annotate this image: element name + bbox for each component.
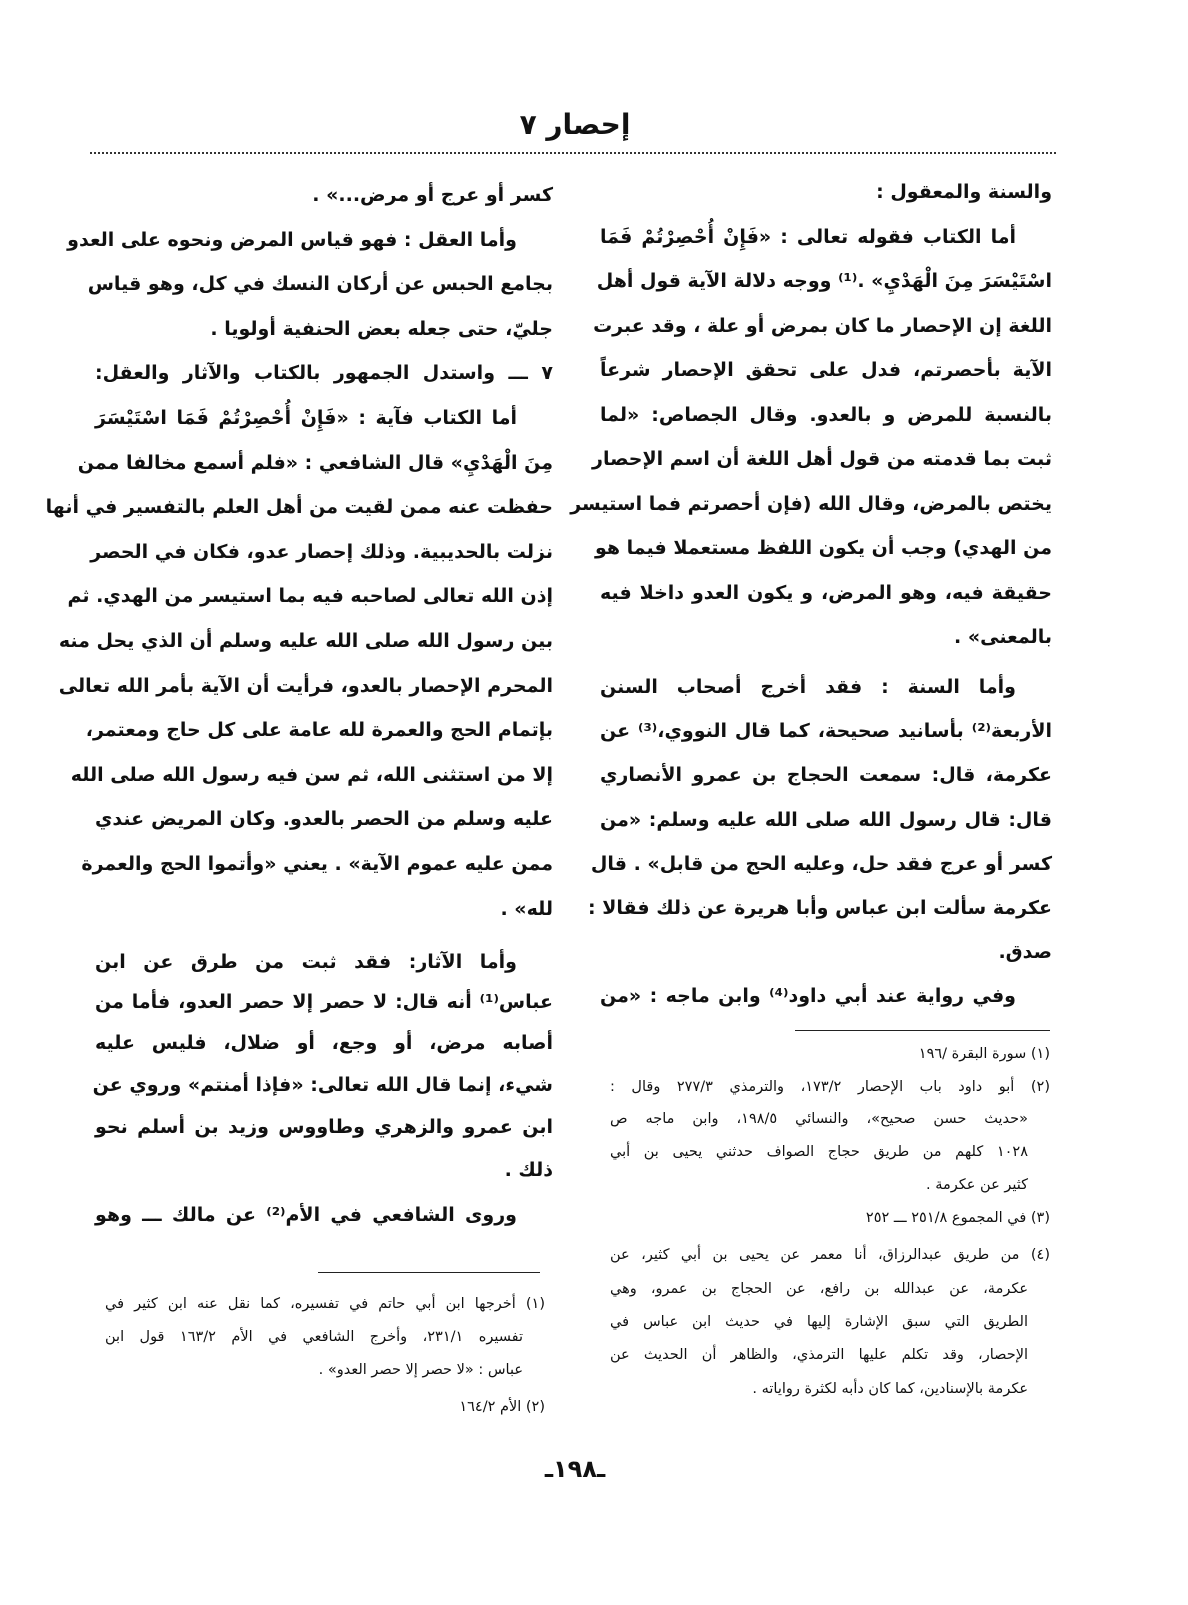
footnote-line: «حديث حسن صحيح»، والنسائي ١٩٨/٥، وابن ماجه ص [610,1111,1028,1127]
body-text-line: بالمعنى» . [954,626,1052,648]
footnote-line: عباس : «لا حصر إلا حصر العدو» . [318,1362,523,1378]
footnote-line: (١) أخرجها ابن أبي حاتم في تفسيره، كما نقل عنه ابن كثير في [105,1296,545,1312]
footnote-line: (٢) أبو داود باب الإحصار ١٧٣/٢، والترمذي ٢٧٧/٣ وقال : [610,1079,1051,1095]
footnote-line: ١٠٢٨ كلهم من طريق حجاج الصواف حدثني يحيى بن أبي [610,1144,1028,1160]
body-text-line: قال: قال رسول الله صلى الله عليه وسلم: «من [600,808,1052,831]
footnote-line: تفسيره ٢٣١/١، وأخرج الشافعي في الأم ١٦٣/٢ قول ابن [105,1329,524,1345]
page-header-title: إحصار ٧ [519,108,631,141]
body-text-line: حفظت عنه ممن لقيت من أهل العلم بالتفسير في أنها [45,496,553,519]
body-text-line: شيء، إنما قال الله تعالى: «فإذا أمنتم» وروي عن [92,1074,553,1096]
footnote-line: الطريق التي سبق الإشارة إليها في حديث ابن عباس في [610,1314,1028,1330]
body-text-line: الأربعة⁽²⁾ بأسانيد صحيحة، كما قال النووي،⁽³⁾ عن [600,720,1052,743]
body-text-line: بجامع الحبس عن أركان النسك في كل، وهو قياس [87,273,553,296]
body-text-line: كسر أو عرج أو مرض...» . [312,184,553,206]
body-text-line: أصابه مرض، أو وجع، أو ضلال، فليس عليه [95,1032,553,1054]
footnote-line: (١) سورة البقرة /١٩٦ [918,1046,1050,1062]
body-text-line: بين رسول الله صلى الله عليه وسلم أن الذي يحل منه [58,630,553,652]
footnote-line: عكرمة بالإسنادين، كما كان دأبه لكثرة رواياته . [752,1381,1028,1397]
page-number: ـ١٩٨ـ [544,1455,606,1483]
body-text-line: الآية بأحصرتم، فدل على تحقق الإحصار شرعاً [600,359,1052,381]
body-text-line: جليّ، حتى جعله بعض الحنفية أولويا . [210,317,553,340]
body-text-line: إذن الله تعالى لصاحبه فيه بما استيسر من الهدي. ثم [67,585,553,608]
body-text-line: وأما العقل : فهو قياس المرض ونحوه على العدو [67,228,517,251]
body-text-line: وأما السنة : فقد أخرج أصحاب السنن [600,676,1016,698]
body-text-line: ذلك . [504,1159,553,1181]
body-text-line: أما الكتاب فقوله تعالى : «فَإِنْ أُحْصِرْتُمْ فَمَا [600,225,1016,248]
body-text-line: يختص بالمرض، وقال الله (فإن أحصرتم فما استيسر [570,492,1052,515]
body-text-line: ابن عمرو والزهري وطاووس وزيد بن أسلم نحو [95,1116,553,1138]
body-text-line: أما الكتاب فآية : «فَإِنْ أُحْصِرْتُمْ فَمَا اسْتَيْسَرَ [95,407,517,429]
body-text-line: مِنَ الْهَدْيِ» قال الشافعي : «فلم أسمع مخالفا ممن [77,451,553,474]
body-text-line: ٧ ـــ واستدل الجمهور بالكتاب والآثار والعقل: [95,362,553,385]
body-text-line: وأما الآثار: فقد ثبت من طرق عن ابن [95,951,517,973]
body-text-line: ثبت بما قدمته من قول أهل اللغة أن اسم الإحصار [592,448,1052,470]
body-text-line: عباس⁽¹⁾ أنه قال: لا حصر إلا حصر العدو، فأما من [95,991,553,1013]
body-text-line: ممن عليه عموم الآية» . يعني «وأتموا الحج والعمرة [81,853,553,875]
body-text-line: اسْتَيْسَرَ مِنَ الْهَدْيِ» .⁽¹⁾ ووجه دلالة الآية قول أهل [596,270,1052,292]
footnote-line: (٣) في المجموع ٢٥١/٨ ـــ ٢٥٢ [865,1210,1050,1226]
body-text-line: عليه وسلم من الحصر بالعدو. وكان المريض عندي [95,808,553,831]
body-text-line: صدق. [998,941,1052,964]
header-dotted-divider [90,152,1056,154]
body-text-line: لله» . [500,897,553,920]
body-text-line: إلا من استثنى الله، ثم سن فيه رسول الله صلى الله [70,763,553,786]
footnote-line: عكرمة، عن عبدالله بن رافع، عن الحجاج بن عمرو، وهي [610,1281,1028,1297]
footnote-line: (٢) الأم ١٦٤/٢ [459,1399,545,1415]
body-text-line: وروى الشافعي في الأم⁽²⁾ عن مالك ـــ وهو [95,1204,517,1226]
body-text-line: اللغة إن الإحصار ما كان بمرض أو علة ، وقد عبرت [593,314,1052,337]
body-text-line: وفي رواية عند أبي داود⁽⁴⁾ وابن ماجه : «من [600,985,1016,1008]
body-text-line: والسنة والمعقول : [876,181,1052,203]
body-text-line: عكرمة سألت ابن عباس وأبا هريرة عن ذلك فقالا : [588,897,1052,919]
body-text-line: حقيقة فيه، وهو المرض، و يكون العدو داخلا فيه [600,581,1052,604]
body-text-line: كسر أو عرج فقد حل، وعليه الحج من قابل» . قال [590,852,1052,875]
body-text-line: عكرمة، قال: سمعت الحجاج بن عمرو الأنصاري [600,764,1052,787]
body-text-line: بإتمام الحج والعمرة لله عامة على كل حاج ومعتمر، [85,719,553,742]
left-footnote-rule [318,1272,540,1273]
body-text-line: من الهدي) وجب أن يكون اللفظ مستعملا فيما هو [594,537,1052,559]
body-text-line: بالنسبة للمرض و بالعدو. وقال الجصاص: «لما [600,403,1052,426]
body-text-line: نزلت بالحديبية. وذلك إحصار عدو، فكان في الحصر [90,540,553,563]
footnote-line: الإحصار، وقد تكلم عليها الترمذي، والظاهر أن الحديث عن [610,1347,1028,1363]
body-text-line: المحرم الإحصار بالعدو، فرأيت أن الآية بأمر الله تعالى [58,674,553,697]
right-footnote-rule [795,1030,1050,1031]
footnote-line: كثير عن عكرمة . [926,1177,1028,1193]
footnote-line: (٤) من طريق عبدالرزاق، أنا معمر عن يحيى بن أبي كثير، عن [610,1247,1050,1263]
